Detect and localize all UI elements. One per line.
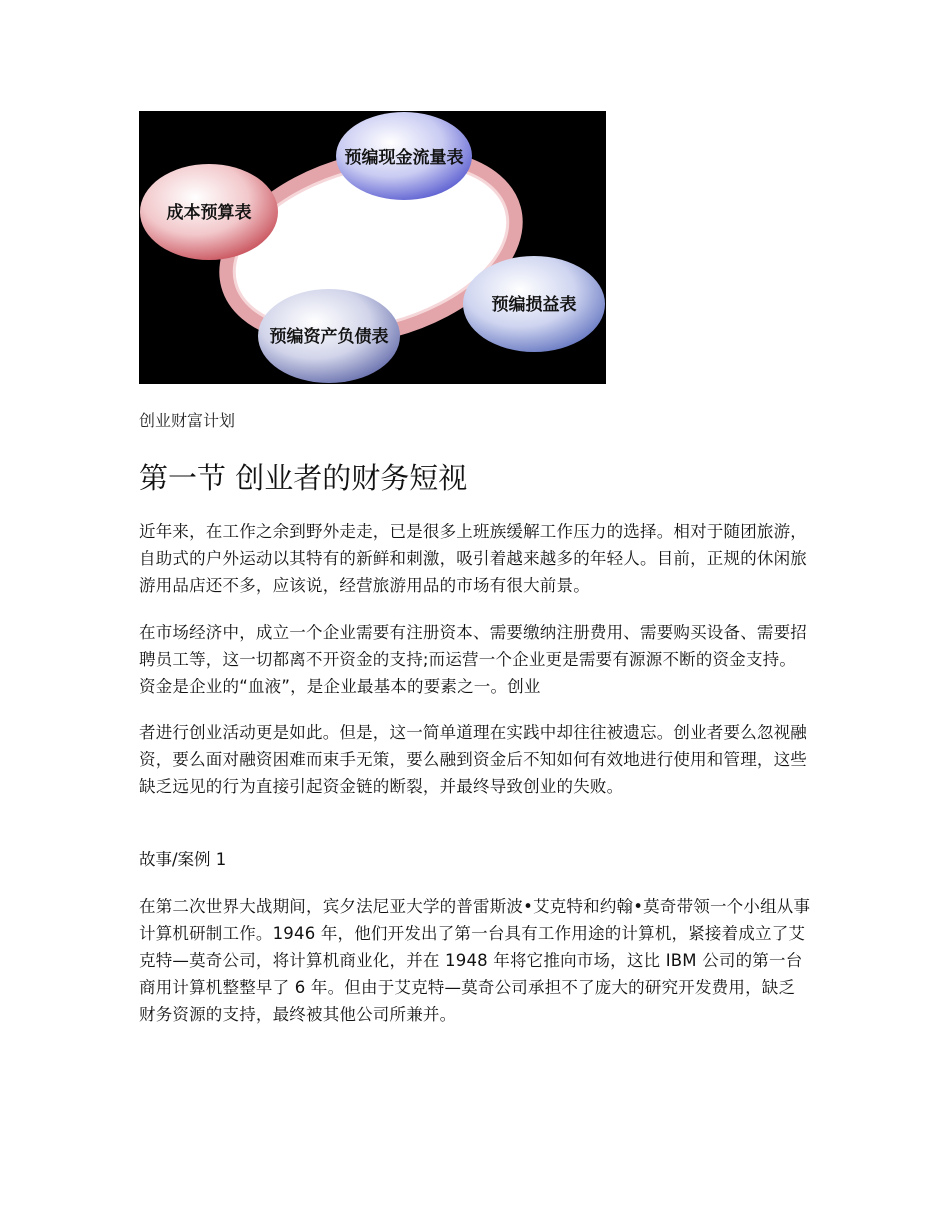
budget-cycle-diagram (139, 111, 606, 384)
node-cash-flow-label: 预编现金流量表 (344, 148, 464, 168)
paragraph-2: 在市场经济中，成立一个企业需要有注册资本、需要缴纳注册费用、需要购买设备、需要招聘员工等，这一切都离不开资金的支持;而运营一个企业更是需要有源源不断的资金支持。资金是企业的“血液”，是企业最基本的要素之一。创业 (139, 623, 807, 696)
paragraph-1: 近年来，在工作之余到野外走走，已是很多上班族缓解工作压力的选择。相对于随团旅游，自助式的户外运动以其特有的新鲜和刺激，吸引着越来越多的年轻人。目前，正规的休闲旅游用品店还不多，应该说，经营旅游用品的市场有很大前景。 (139, 522, 807, 595)
budget-cycle-svg (139, 111, 606, 384)
story-paragraph: 在第二次世界大战期间，宾夕法尼亚大学的普雷斯波•艾克特和约翰•莫奇带领一个小组从事计算机研制工作。1946 年，他们开发出了第一台具有工作用途的计算机，紧接着成立了艾克特—莫奇公司，将计算机商业化，并在 1948 年将它推向市场，这比 IBM 公司的第一台商用计算机整整早了 6 年。但由于艾克特—莫奇公司承担不了庞大的研究开发费用，缺乏财务资源的支持，最终被其他公司所兼并。 (139, 897, 811, 1024)
node-balance-sheet-label: 预编资产负债表 (269, 327, 389, 347)
node-balance-sheet (258, 289, 400, 383)
node-income-statement-label: 预编损益表 (491, 295, 577, 315)
story-label: 故事/案例 1 (139, 850, 227, 869)
paragraph-3: 者进行创业活动更是如此。但是，这一简单道理在实践中却往往被遗忘。创业者要么忽视融资，要么面对融资困难而束手无策，要么融到资金后不知如何有效地进行使用和管理，这些缺乏远见的行为直接引起资金链的断裂，并最终导致创业的失败。 (139, 723, 807, 796)
section-heading: 第一节 创业者的财务短视 (139, 461, 468, 495)
figure-caption: 创业财富计划 (139, 411, 236, 430)
node-cost-budget-label: 成本预算表 (166, 203, 252, 223)
node-income-statement (463, 256, 605, 352)
node-cost-budget (140, 164, 278, 260)
node-cash-flow (336, 112, 472, 200)
